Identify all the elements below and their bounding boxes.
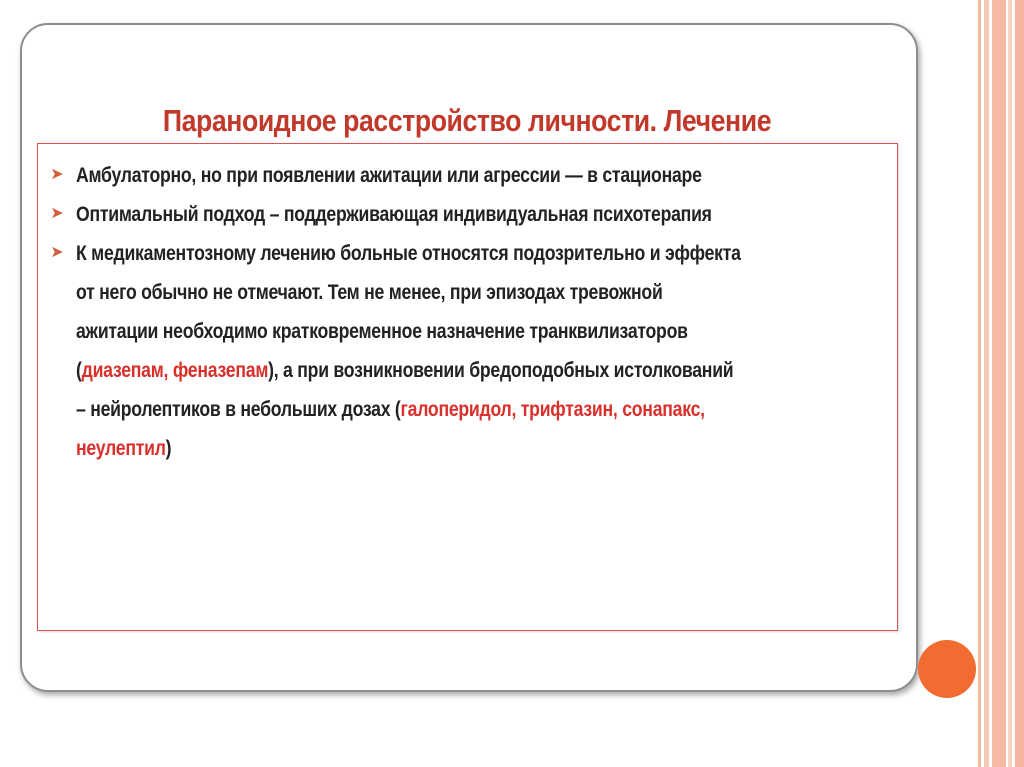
arrow-bullet-icon: ➤ (50, 205, 64, 222)
bullet-3-line-4: (диазепам, феназепам), а при возникновении бредоподобных истолкований (76, 359, 734, 382)
bullet-text-1: Амбулаторно, но при появлении ажитации или агрессии — в стационаре (76, 164, 702, 187)
arrow-bullet-icon: ➤ (50, 244, 64, 261)
bullet-3-line-3: ажитации необходимо кратковременное назначение транквилизаторов (76, 320, 688, 343)
content-box (37, 143, 898, 631)
bullet-item-2 (38, 195, 891, 234)
bullet-3-line-5: – нейролептиков в небольших дозах (галоперидол, трифтазин, сонапакс, (76, 398, 705, 421)
orange-circle-decoration (918, 640, 976, 698)
decorative-stripes (978, 0, 1024, 767)
arrow-bullet-icon: ➤ (50, 166, 64, 183)
drug-highlight-tranquilizers: диазепам, феназепам (81, 359, 269, 382)
drug-highlight-neuleptil: неулептил (76, 437, 166, 460)
drug-highlight-neuroleptics: галоперидол, трифтазин, сонапакс, (400, 398, 705, 421)
bullet-item-3 (38, 234, 891, 468)
bullet-text-3 (76, 234, 891, 468)
bullet-text-2: Оптимальный подход – поддерживающая индивидуальная психотерапия (76, 203, 712, 226)
bullet-3-line-2: от него обычно не отмечают. Тем не менее, при эпизодах тревожной (76, 281, 663, 304)
bullet-3-line-1: К медикаментозному лечению больные относятся подозрительно и эффекта (76, 242, 741, 265)
bullet-3-line-6: неулептил) (76, 437, 172, 460)
bullet-item-1 (38, 156, 891, 195)
slide-title: Параноидное расстройство личности. Лечение (162, 103, 772, 138)
